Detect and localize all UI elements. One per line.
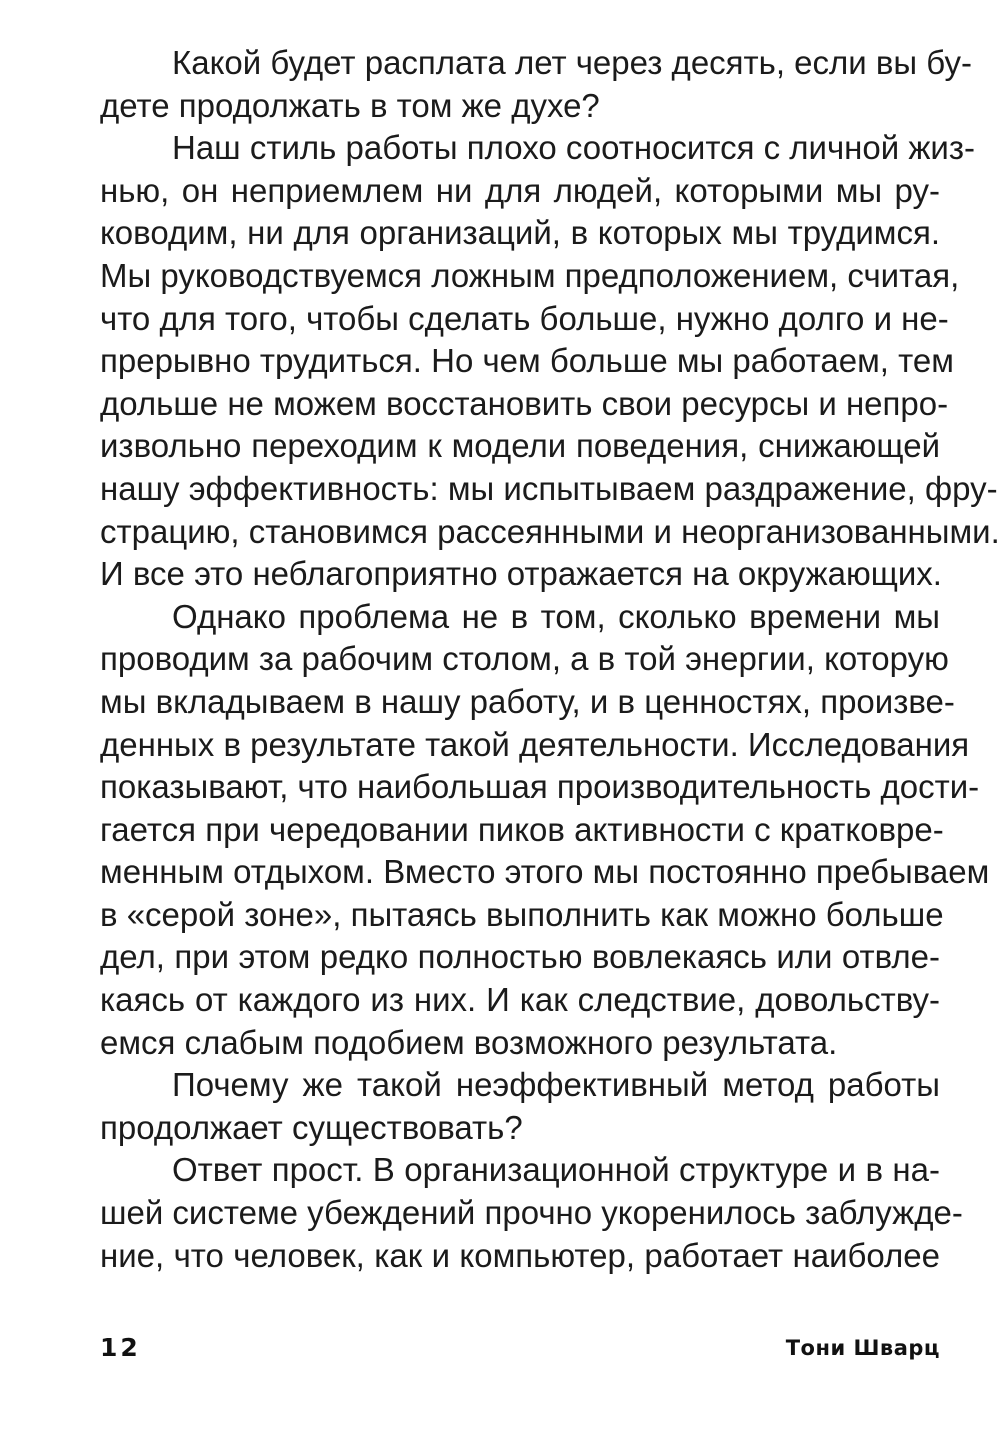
text-line: Мы руководствуемся ложным предположением, считая, <box>100 256 960 294</box>
text-line: нью, он неприемлем ни для людей, которыми мы ру- <box>100 171 940 209</box>
text-line: Какой будет расплата лет через десять, если вы бу- <box>172 44 972 81</box>
page-number: 12 <box>100 1333 141 1362</box>
text-line: Наш стиль работы плохо соотносится с личной жиз- <box>172 129 975 167</box>
text-line: Почему же такой неэффективный метод работы <box>172 1066 940 1104</box>
text-line: дел, при этом редко полностью вовлекаясь или отвле- <box>100 938 940 976</box>
text-line: прерывно трудиться. Но чем больше мы работаем, тем <box>100 342 954 380</box>
text-line: проводим за рабочим столом, а в той энергии, которую <box>100 640 949 678</box>
text-line: в «серой зоне», пытаясь выполнить как можно больше <box>100 895 944 933</box>
text-line: каясь от каждого из них. И как следствие, довольству- <box>100 981 940 1019</box>
text-line: дете продолжать в том же духе? <box>100 86 600 124</box>
text-line: Однако проблема не в том, сколько времени мы <box>172 597 940 635</box>
text-line: денных в результате такой деятельности. Исследования <box>100 725 970 763</box>
text-line: ние, что человек, как и компьютер, работает наиболее <box>100 1236 940 1274</box>
text-line: дольше не можем восстановить свои ресурсы и непро- <box>100 384 949 422</box>
text-line: извольно переходим к модели поведения, снижающей <box>100 427 940 465</box>
text-line: шей системе убеждений прочно укоренилось заблужде- <box>100 1194 963 1232</box>
text-line: И все это неблагоприятно отражается на окружающих. <box>100 555 942 593</box>
text-line: емся слабым подобием возможного результата. <box>100 1023 838 1061</box>
running-footer-author: Тони Шварц <box>785 1336 940 1360</box>
text-line: страцию, становимся рассеянными и неорганизованными. <box>100 512 1000 550</box>
body-text <box>100 42 1000 1277</box>
text-line: ководим, ни для организаций, в которых мы трудимся. <box>100 214 940 252</box>
text-line: продолжает существовать? <box>100 1108 523 1146</box>
text-line: менным отдыхом. Вместо этого мы постоянно пребываем <box>100 853 990 891</box>
text-line: Ответ прост. В организационной структуре и в на- <box>172 1151 940 1189</box>
text-line: мы вкладываем в нашу работу, и в ценностях, произве- <box>100 682 955 720</box>
text-line: гается при чередовании пиков активности с кратковре- <box>100 810 944 848</box>
text-line: показывают, что наибольшая производительность дости- <box>100 768 980 806</box>
text-line: нашу эффективность: мы испытываем раздражение, фру- <box>100 469 998 507</box>
text-line: что для того, чтобы сделать больше, нужно долго и не- <box>100 299 949 337</box>
